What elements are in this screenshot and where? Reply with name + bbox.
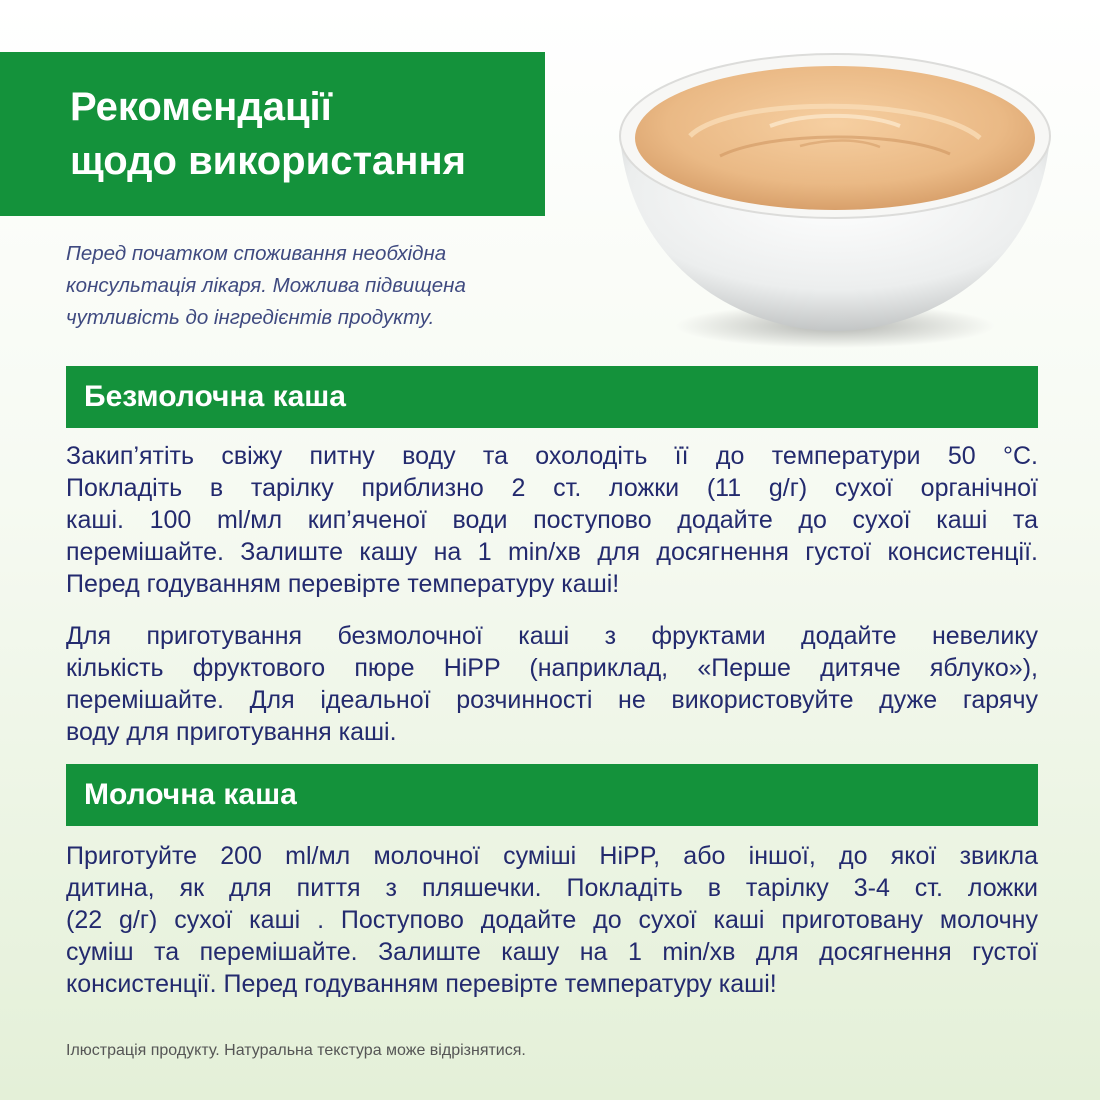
footer-disclaimer: Ілюстрація продукту. Натуральна текстура може відрізнятися. [66,1042,526,1059]
paragraph-line: дитина, як для пиття з пляшечки. Покладіть в тарілку 3-4 ст. ложки [66,874,1038,902]
porridge-bowl-image [600,26,1070,356]
intro-note-line: консультація лікаря. Можлива підвищена [66,274,466,297]
paragraph-line: каші. 100 ml/мл кип’яченої води поступово додайте до сухої каші та [66,506,1038,534]
paragraph-line: Приготуйте 200 ml/мл молочної суміші HiPP, або іншої, до якої звикла [66,842,1038,870]
paragraph-line: консистенції. Перед годуванням перевірте температуру каші! [66,970,777,998]
dairy-free-paragraph-2 [66,620,1038,748]
page-title-line-2: щодо використання [70,139,466,183]
section-heading-dairy: Молочна каша [66,764,1038,826]
page-title-line-1: Рекомендації [70,85,332,129]
paragraph-line: перемішайте. Залиште кашу на 1 min/хв для досягнення густої консистенції. [66,538,1038,566]
paragraph-line: (22 g/г) сухої каші . Поступово додайте до сухої каші приготовану молочну [66,906,1038,934]
section-heading-dairy-free: Безмолочна каша [66,366,1038,428]
paragraph-line: воду для приготування каші. [66,718,397,746]
paragraph-line: перемішайте. Для ідеальної розчинності не використовуйте дуже гарячу [66,686,1038,714]
paragraph-line: кількість фруктового пюре HiPP (наприклад, «Перше дитяче яблуко»), [66,654,1038,682]
paragraph-line: Для приготування безмолочної каші з фруктами додайте невелику [66,622,1038,650]
intro-note [66,238,546,334]
paragraph-line: Закип’ятіть свіжу питну воду та охолодіть її до температури 50 °C. [66,442,1038,470]
dairy-free-paragraph-1 [66,440,1038,600]
intro-note-line: чутливість до інгредієнтів продукту. [66,306,435,329]
paragraph-line: суміш та перемішайте. Залиште кашу на 1 min/хв для досягнення густої [66,938,1038,966]
dairy-paragraph-1 [66,840,1038,1000]
paragraph-line: Перед годуванням перевірте температуру каші! [66,570,620,598]
title-banner [0,52,545,216]
paragraph-line: Покладіть в тарілку приблизно 2 ст. ложки (11 g/г) сухої органічної [66,474,1038,502]
intro-note-line: Перед початком споживання необхідна [66,242,447,265]
